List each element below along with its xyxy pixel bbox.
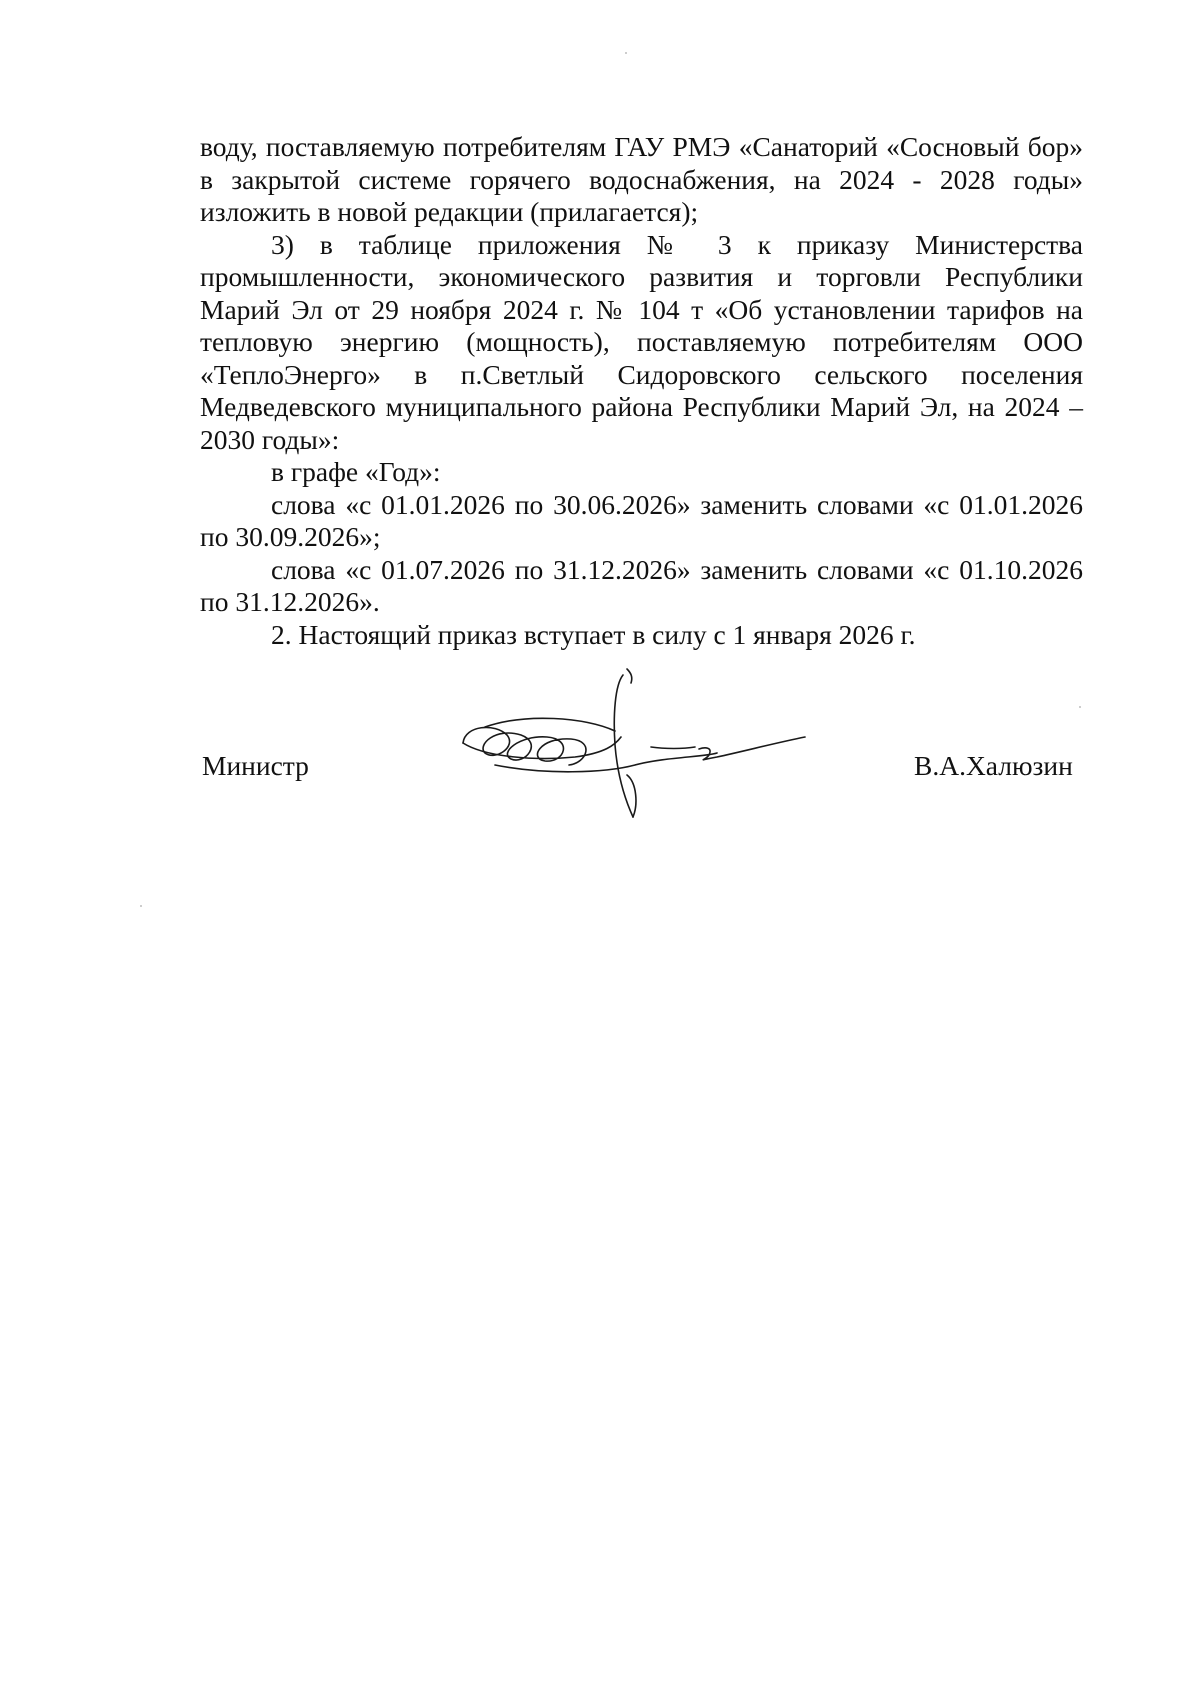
- signatory-name: В.А.Халюзин: [914, 750, 1073, 781]
- paragraph-1: воду, поставляемую потребителям ГАУ РМЭ «Санаторий «Сосновый бор» в закрытой системе горячего водоснабжения, на 2024 - 2028 годы» изложить в новой редакции (прилагается);: [200, 131, 1083, 227]
- paragraph-6: 2. Настоящий приказ вступает в силу с 1 января 2026 г.: [271, 618, 916, 650]
- paragraph-2: 3) в таблице приложения № 3 к приказу Министерства промышленности, экономического развития и торговли Республики Марий Эл от 29 ноября 2024 г. № 104 т «Об установлении тарифов на тепловую энергию (мощность), поставляемую потребителям ООО «ТеплоЭнерго» в п.Светлый Сидоровского сельского поселения Медведевского муниципального района Республики Марий Эл, на 2024 – 2030 годы»:: [200, 228, 1083, 455]
- scan-speck: [625, 52, 627, 54]
- paragraph-3: в графе «Год»:: [271, 456, 441, 487]
- paragraph-4: слова «с 01.01.2026 по 30.06.2026» заменить словами «с 01.01.2026 по 30.09.2026»;: [200, 488, 1083, 552]
- scan-speck: [1079, 706, 1081, 708]
- handwritten-signature-icon: [455, 665, 825, 825]
- signatory-title: Министр: [202, 750, 309, 781]
- scan-speck: [140, 905, 142, 907]
- paragraph-5: слова «с 01.07.2026 по 31.12.2026» заменить словами «с 01.10.2026 по 31.12.2026».: [200, 553, 1083, 617]
